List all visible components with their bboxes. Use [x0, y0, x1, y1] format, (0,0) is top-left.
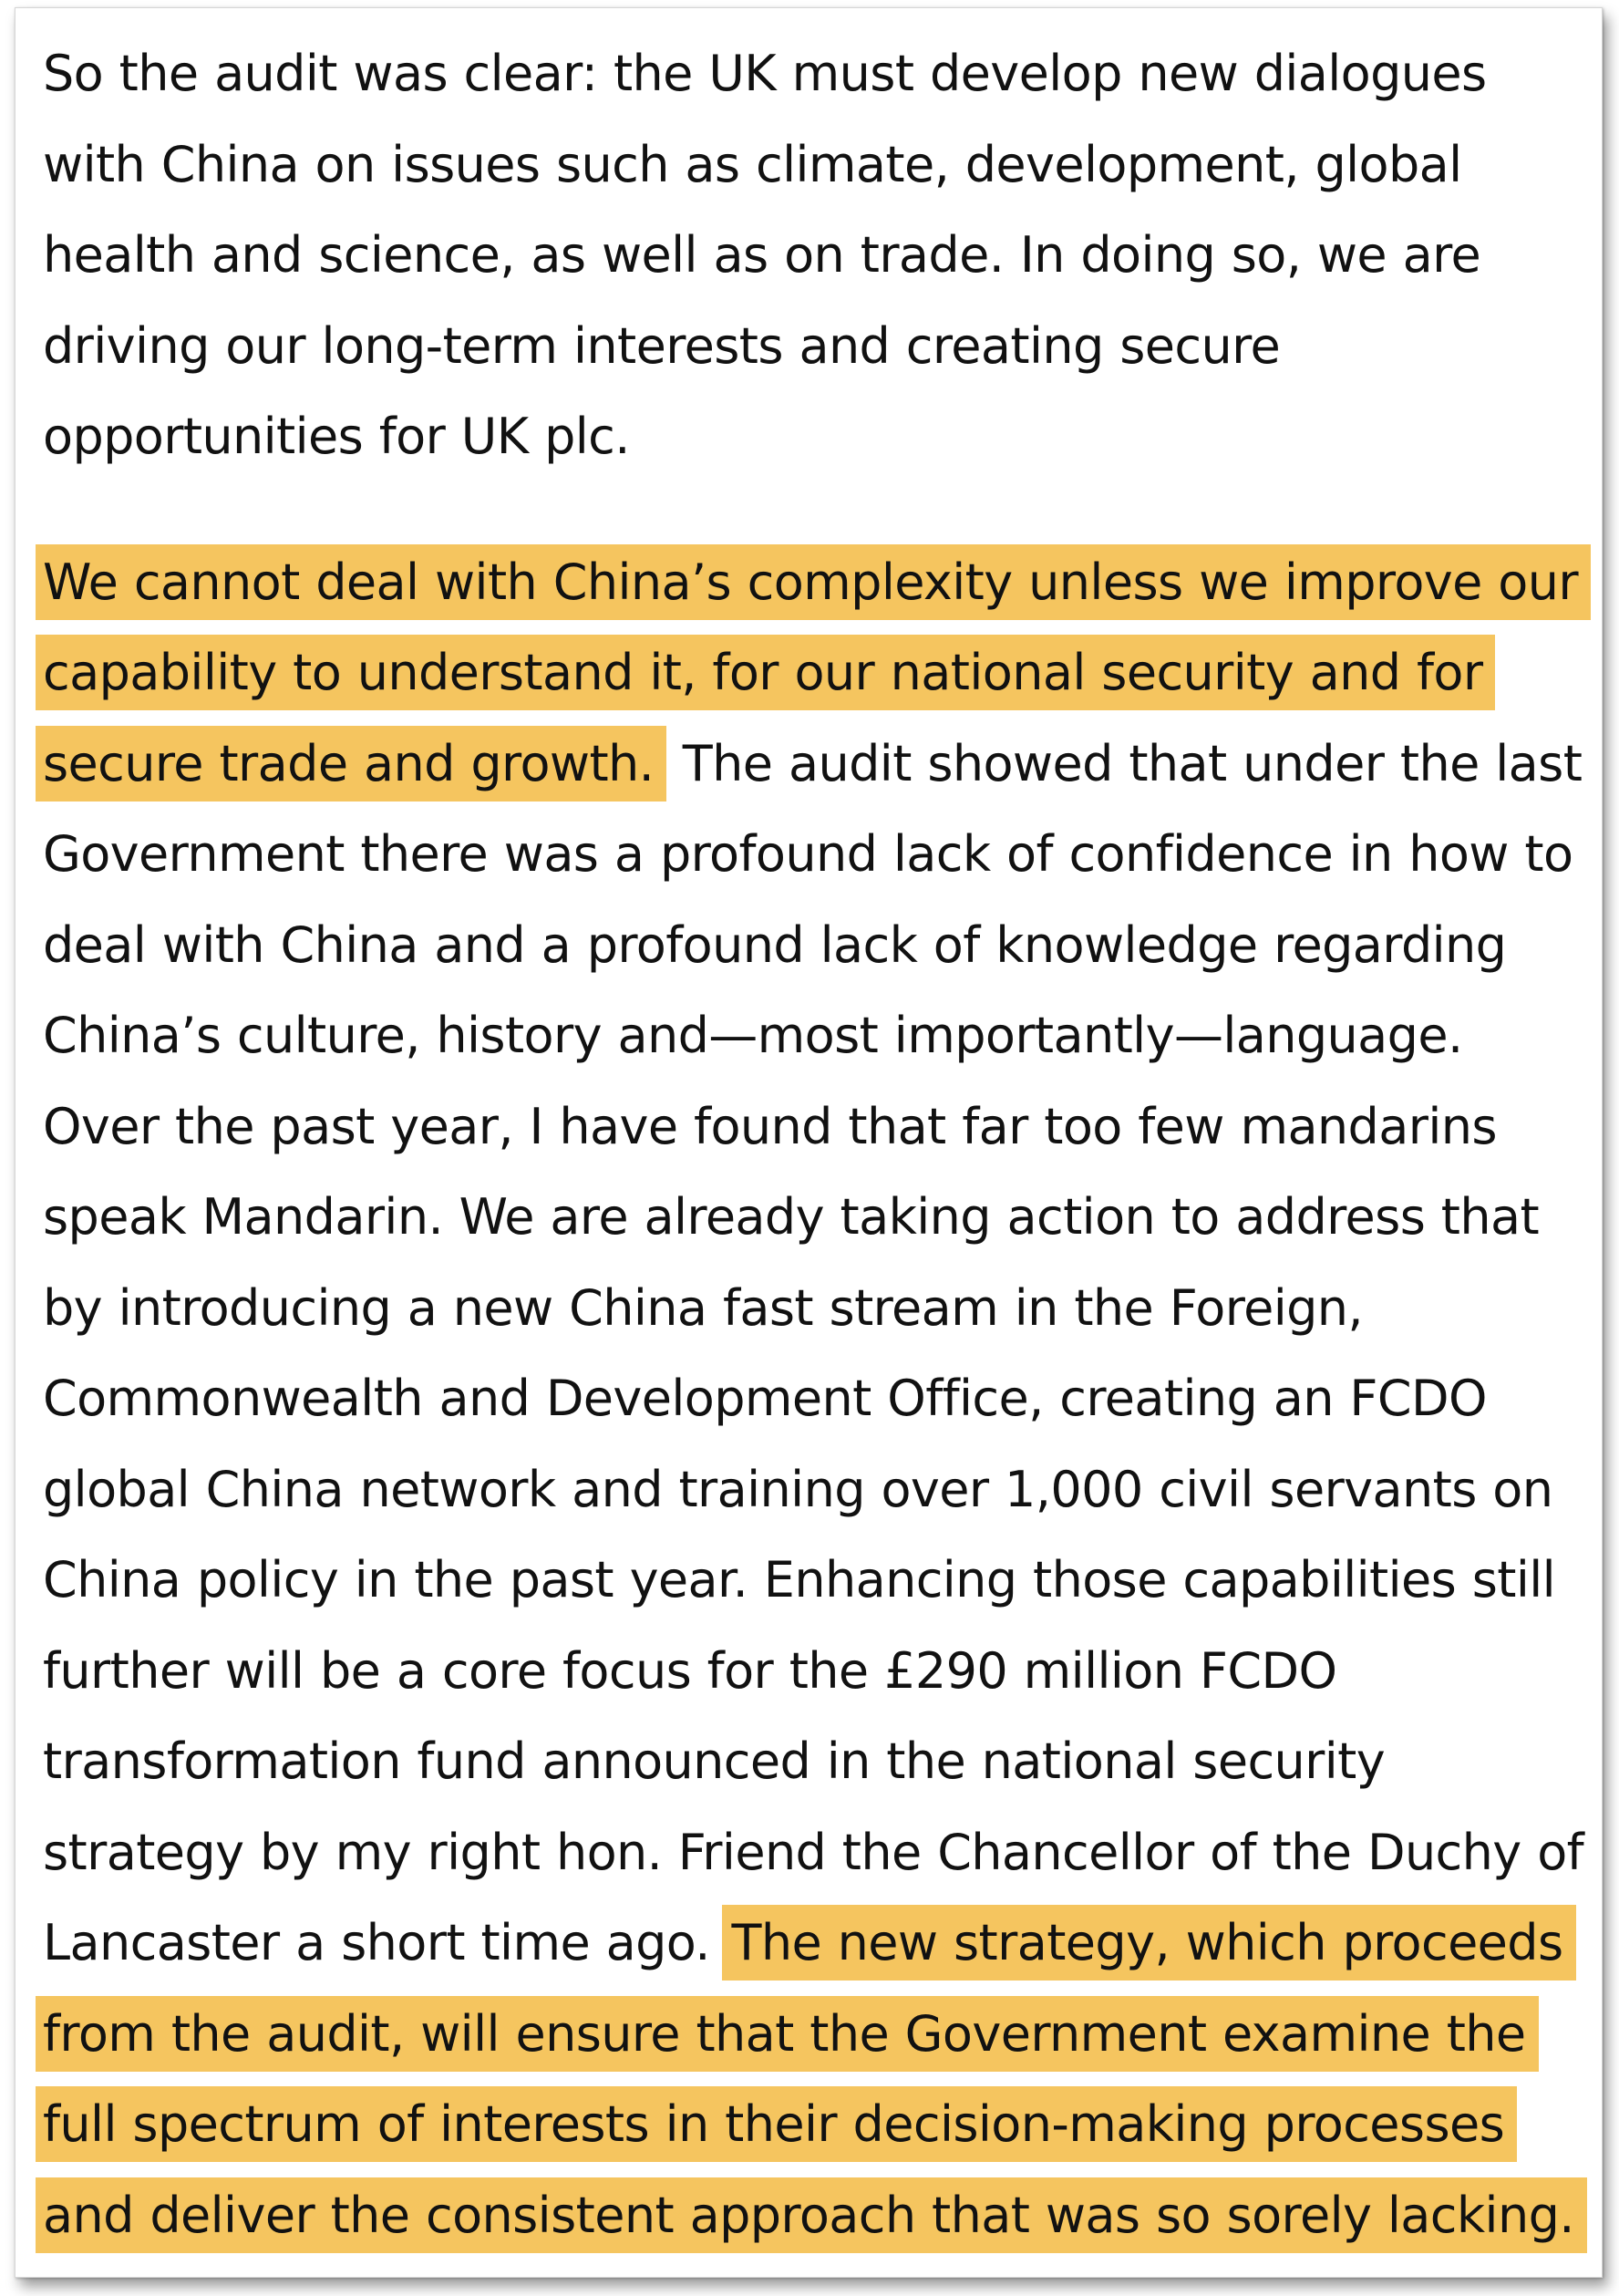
- text-line: [43, 2170, 1593, 2261]
- text-line: speak Mandarin. We are already taking action to address that: [43, 1188, 1540, 1246]
- text-line: health and science, as well as on trade. In doing so, we are: [43, 226, 1481, 284]
- text-line: China policy in the past year. Enhancing those capabilities still: [43, 1551, 1556, 1608]
- text-line: [43, 1898, 1593, 1989]
- highlighted-text: and deliver the consistent approach that was so sorely lacking.: [36, 2177, 1587, 2253]
- highlighted-text: The new strategy, which proceeds: [722, 1905, 1575, 1981]
- text-line: deal with China and a profound lack of knowledge regarding: [43, 915, 1507, 974]
- text-line: [43, 2079, 1593, 2170]
- paragraph-audit-clear: [43, 28, 1593, 482]
- paragraph-china-capability: [43, 537, 1593, 2261]
- text-line: Over the past year, I have found that far too few mandarins: [43, 1097, 1497, 1155]
- text-line: [43, 537, 1593, 628]
- plain-text: The audit showed that under the last: [682, 734, 1583, 792]
- highlighted-text: We cannot deal with China’s complexity unless we improve our: [36, 544, 1591, 620]
- text-line: global China network and training over 1,000 civil servants on: [43, 1460, 1553, 1518]
- text-line: further will be a core focus for the £290 million FCDO: [43, 1641, 1337, 1700]
- plain-text: Lancaster a short time ago.: [43, 1914, 710, 1971]
- text-line: Government there was a profound lack of confidence in how to: [43, 825, 1573, 883]
- text-line: with China on issues such as climate, development, global: [43, 135, 1462, 193]
- text-line: transformation fund announced in the national security: [43, 1732, 1386, 1790]
- text-line: China’s culture, history and—most importantly—language.: [43, 1007, 1463, 1064]
- text-line: strategy by my right hon. Friend the Chancellor of the Duchy of: [43, 1823, 1584, 1881]
- text-line: [43, 719, 1593, 810]
- text-line: Commonwealth and Development Office, creating an FCDO: [43, 1370, 1487, 1427]
- text-line: [43, 1989, 1593, 2080]
- text-line: [43, 627, 1593, 719]
- highlighted-text: capability to understand it, for our national security and for: [36, 635, 1495, 710]
- hansard-clipping: [15, 7, 1603, 2278]
- highlighted-text: secure trade and growth.: [36, 726, 666, 802]
- text-line: So the audit was clear: the UK must develop new dialogues: [43, 45, 1487, 102]
- text-line: opportunities for UK plc.: [43, 408, 630, 465]
- highlighted-text: from the audit, will ensure that the Government examine the: [36, 1996, 1539, 2072]
- text-line: driving our long-term interests and creating secure: [43, 316, 1281, 375]
- highlighted-text: full spectrum of interests in their decision-making processes: [36, 2086, 1517, 2162]
- speech-text: [43, 28, 1593, 2260]
- text-line: by introducing a new China fast stream in the Foreign,: [43, 1278, 1363, 1337]
